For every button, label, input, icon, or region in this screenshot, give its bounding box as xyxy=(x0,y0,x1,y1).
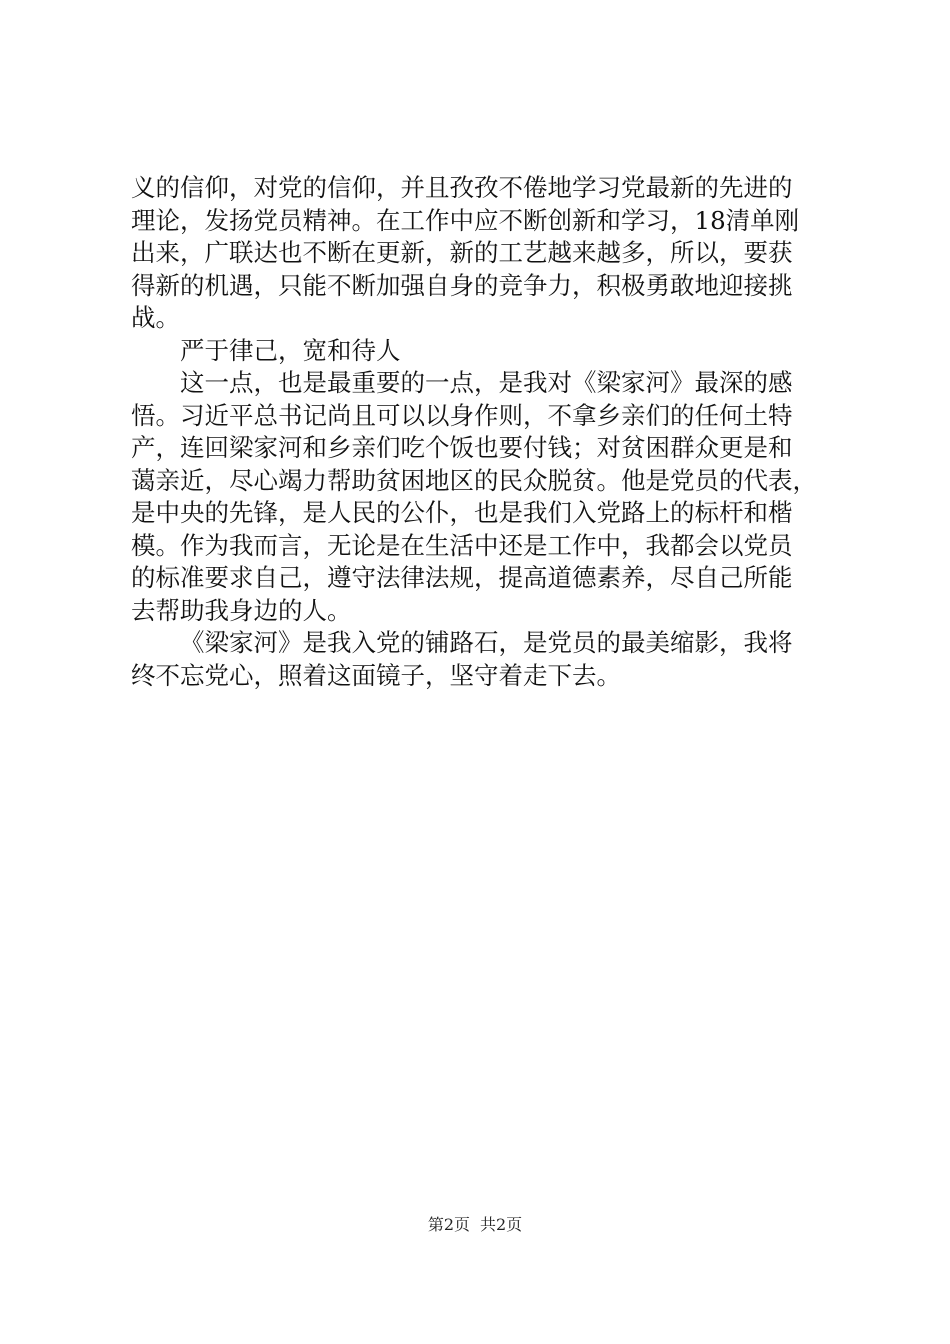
text-line: 义的信仰，对党的信仰，并且孜孜不倦地学习党最新的先进的 xyxy=(131,173,793,202)
text-line: 这一点，也是最重要的一点，是我对《梁家河》最深的感 xyxy=(180,368,793,397)
page-footer xyxy=(0,1214,950,1236)
text-line: 去帮助我身边的人。 xyxy=(131,595,352,625)
text-line: 的标准要求自己，遵守法律法规，提高道德素养，尽自己所能 xyxy=(131,563,793,592)
text-line: 《梁家河》是我入党的铺路石，是党员的最美缩影，我将 xyxy=(180,628,793,657)
text-line: 理论，发扬党员精神。在工作中应不断创新和学习，18清单刚 xyxy=(131,205,800,235)
text-line: 悟。习近平总书记尚且可以以身作则，不拿乡亲们的任何土特 xyxy=(131,400,793,430)
page-number-total: 共2页 xyxy=(480,1215,523,1234)
text-line: 产，连回梁家河和乡亲们吃个饭也要付钱；对贫困群众更是和 xyxy=(131,433,793,462)
text-line: 蔼亲近，尽心竭力帮助贫困地区的民众脱贫。他是党员的代表， xyxy=(131,465,817,495)
text-line: 出来，广联达也不断在更新，新的工艺越来越多，所以，要获 xyxy=(131,238,793,267)
text-line: 终不忘党心，照着这面镜子，坚守着走下去。 xyxy=(131,660,621,690)
text-line: 模。作为我而言，无论是在生活中还是工作中，我都会以党员 xyxy=(131,530,793,560)
text-line: 是中央的先锋，是人民的公仆，也是我们入党路上的标杆和楷 xyxy=(131,498,793,527)
section-heading: 严于律己，宽和待人 xyxy=(180,335,401,365)
text-line: 战。 xyxy=(131,303,180,332)
page-number-current: 第2页 xyxy=(427,1215,470,1234)
text-line: 得新的机遇，只能不断加强自身的竞争力，积极勇敢地迎接挑 xyxy=(131,270,793,300)
document-body xyxy=(131,172,831,692)
